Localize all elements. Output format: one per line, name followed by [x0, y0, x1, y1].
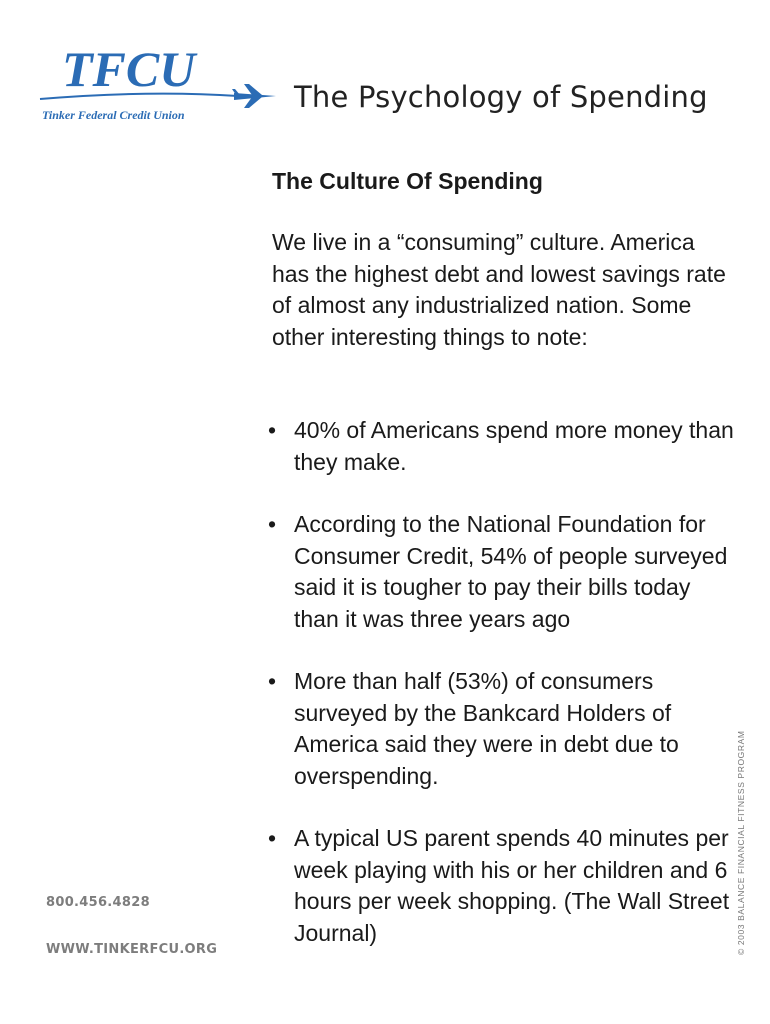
copyright-notice: © 2003 BALANCE FINANCIAL FITNESS PROGRAM: [736, 730, 746, 955]
section-heading: The Culture Of Spending: [272, 168, 543, 194]
list-item: [268, 823, 738, 949]
list-item-text: A typical US parent spends 40 minutes per week playing with his or her children and 6 hours per week shopping. (The Wall Street Journal): [294, 825, 730, 946]
bullet-icon: •: [268, 825, 277, 851]
list-item: [268, 415, 738, 478]
bullet-icon: •: [268, 417, 277, 443]
website-link[interactable]: WWW.TINKERFCU.ORG: [46, 942, 218, 957]
list-item: [268, 509, 738, 635]
page-title: The Psychology of Spending: [294, 80, 708, 114]
tfcu-logo: [38, 44, 278, 124]
list-item: [268, 666, 738, 792]
airplane-logo-icon: [38, 44, 278, 124]
intro-paragraph: We live in a “consuming” culture. America has the highest debt and lowest savings rate of almost any industrialized nation. Some other interesting things to note:: [272, 229, 726, 350]
phone-number: 800.456.4828: [46, 895, 150, 910]
logo-wordmark: TFCU: [62, 44, 196, 97]
bullet-icon: •: [268, 668, 277, 694]
list-item-text: More than half (53%) of consumers surveyed by the Bankcard Holders of America said they were in debt due to overspending.: [294, 668, 679, 789]
list-item-text: 40% of Americans spend more money than they make.: [294, 417, 734, 475]
list-item-text: According to the National Foundation for Consumer Credit, 54% of people surveyed said it is tougher to pay their bills today than it was three years ago: [294, 511, 728, 632]
logo-tagline: Tinker Federal Credit Union: [42, 108, 185, 122]
facts-list: [268, 415, 738, 980]
bullet-icon: •: [268, 511, 277, 537]
